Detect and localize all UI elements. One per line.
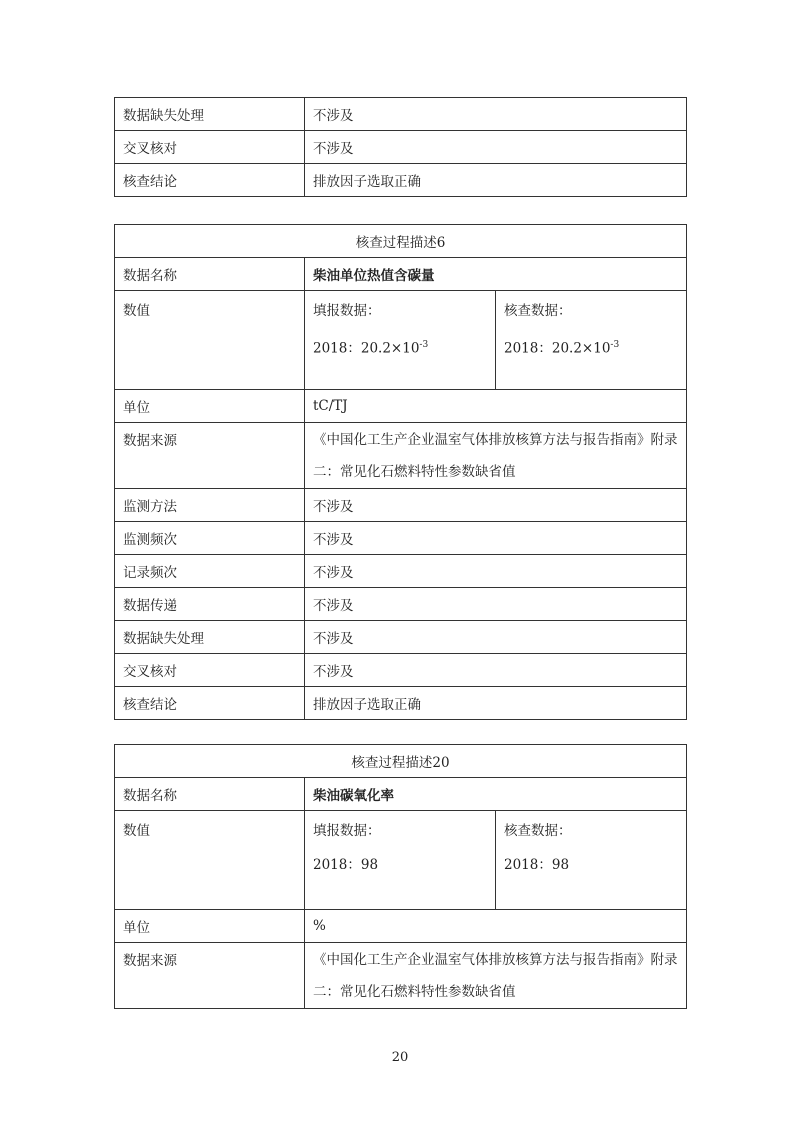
row-value: 不涉及 — [305, 131, 687, 164]
row-label: 数据名称 — [115, 258, 305, 291]
table-row — [115, 588, 687, 621]
row-value: 不涉及 — [305, 98, 687, 131]
row-label: 数据缺失处理 — [115, 621, 305, 654]
reported-label: 填报数据： — [313, 823, 381, 839]
row-value: 不涉及 — [305, 489, 687, 522]
row-label: 交叉核对 — [115, 654, 305, 687]
value-cell — [305, 811, 687, 910]
value-cell — [305, 291, 687, 390]
row-value: 排放因子选取正确 — [305, 687, 687, 720]
verified-value: 2018：$20.2\times 10^{-3}$ — [504, 340, 620, 357]
row-value: 不涉及 — [305, 588, 687, 621]
row-label: 核查结论 — [115, 687, 305, 720]
row-value: 不涉及 — [305, 522, 687, 555]
table-top — [114, 97, 687, 197]
row-label: 数据名称 — [115, 778, 305, 811]
row-value: 排放因子选取正确 — [305, 164, 687, 197]
row-label: 数据来源 — [115, 943, 305, 1009]
row-label: 数据传递 — [115, 588, 305, 621]
table-title: 核查过程描述6 — [115, 225, 687, 258]
table-row — [115, 522, 687, 555]
table-verification-6 — [114, 224, 687, 720]
table-row — [115, 621, 687, 654]
table-row — [115, 489, 687, 522]
row-label: 监测频次 — [115, 522, 305, 555]
unit-value: % — [305, 910, 687, 943]
row-label: 核查结论 — [115, 164, 305, 197]
row-label: 交叉核对 — [115, 131, 305, 164]
verified-label: 核查数据： — [504, 823, 572, 839]
reported-data — [305, 811, 496, 909]
table-row — [115, 258, 687, 291]
verified-data — [496, 811, 580, 909]
reported-label: 填报数据： — [313, 303, 381, 319]
source-value: 《中国化工生产企业温室气体排放核算方法与报告指南》附录二：常见化石燃料特性参数缺省值 — [305, 943, 687, 1009]
row-label: 单位 — [115, 390, 305, 423]
table-row — [115, 811, 687, 910]
table-row — [115, 390, 687, 423]
table-row — [115, 910, 687, 943]
table-row — [115, 131, 687, 164]
data-name-value: 柴油碳氧化率 — [305, 778, 687, 811]
source-value: 《中国化工生产企业温室气体排放核算方法与报告指南》附录二：常见化石燃料特性参数缺省值 — [305, 423, 687, 489]
verified-data — [496, 291, 627, 389]
row-label: 数值 — [115, 811, 305, 910]
row-label: 记录频次 — [115, 555, 305, 588]
table-row — [115, 291, 687, 390]
row-label: 单位 — [115, 910, 305, 943]
page-number: 20 — [391, 1050, 409, 1065]
row-label: 数值 — [115, 291, 305, 390]
row-label: 监测方法 — [115, 489, 305, 522]
reported-value: 2018：$20.2\times 10^{-3}$ — [313, 340, 429, 357]
verified-value: 2018：98 — [504, 857, 570, 873]
row-value: 不涉及 — [305, 555, 687, 588]
table-row — [115, 423, 687, 489]
table-row — [115, 654, 687, 687]
reported-value: 2018：98 — [313, 857, 379, 873]
table-row — [115, 98, 687, 131]
table-row — [115, 555, 687, 588]
row-value: 不涉及 — [305, 654, 687, 687]
table-verification-20 — [114, 744, 687, 1009]
data-name-value: 柴油单位热值含碳量 — [305, 258, 687, 291]
table-row — [115, 687, 687, 720]
row-value: 不涉及 — [305, 621, 687, 654]
table-title-row — [115, 745, 687, 778]
unit-value: tC/TJ — [305, 390, 687, 423]
row-label: 数据来源 — [115, 423, 305, 489]
table-row — [115, 778, 687, 811]
row-label: 数据缺失处理 — [115, 98, 305, 131]
table-title-row — [115, 225, 687, 258]
verified-label: 核查数据： — [504, 303, 572, 319]
table-row — [115, 943, 687, 1009]
table-row — [115, 164, 687, 197]
table-title: 核查过程描述20 — [115, 745, 687, 778]
reported-data — [305, 291, 496, 389]
